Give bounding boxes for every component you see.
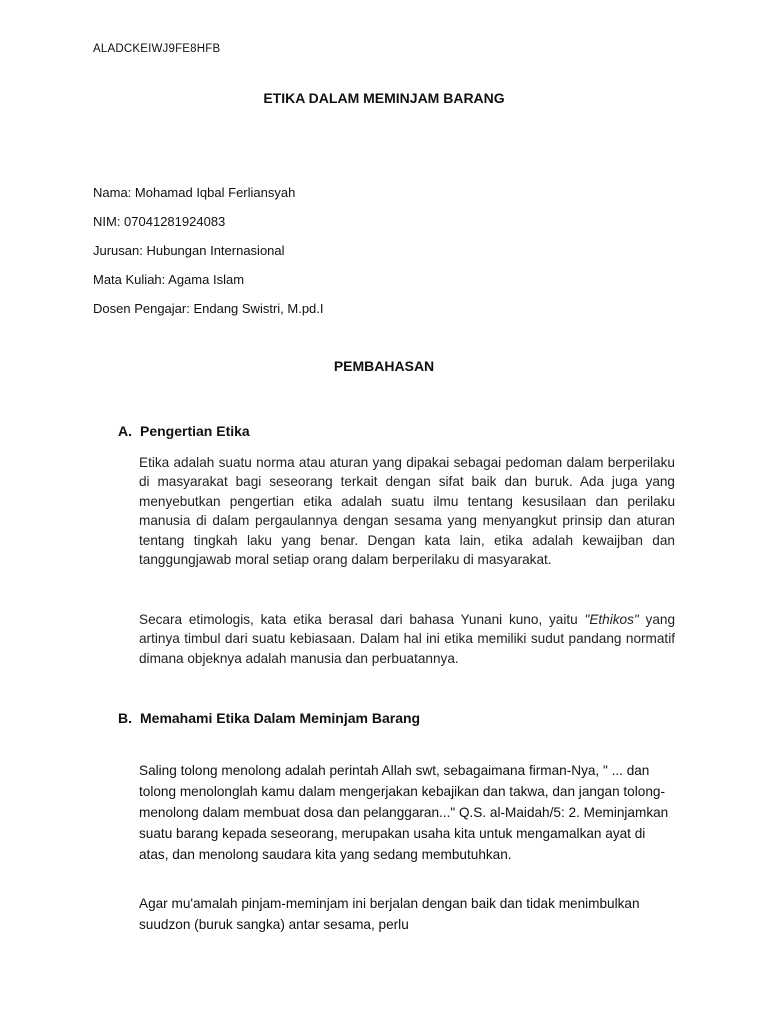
section-b-heading (118, 710, 420, 726)
section-b-paragraph-1: Saling tolong menolong adalah perintah Allah swt, sebagaimana firman-Nya, " ... dan tolong menolonglah kamu dalam mengerjakan kebajikan dan takwa, dan jangan tolong-menolong dalam membuat dosa dan pelanggaran..." Q.S. al-Maidah/5: 2. Meminjamkan suatu barang kepada seseorang, merupakan usaha kita untuk mengamalkan ayat di atas, dan menolong saudara kita yang sedang membutuhkan. (139, 763, 669, 862)
section-b-paragraph-2: Agar mu'amalah pinjam-meminjam ini berjalan dengan baik dan tidak menimbulkan suudzon (buruk sangka) antar sesama, perlu (139, 896, 640, 932)
meta-mata-kuliah: Mata Kuliah: Agama Islam (93, 272, 245, 287)
para-2-text-start: Secara etimologis, kata etika berasal dari bahasa Yunani kuno, yaitu (139, 612, 585, 627)
section-a-paragraph-1: Etika adalah suatu norma atau aturan yang dipakai sebagai pedoman dalam berperilaku di masyarakat bagi seseorang terkait dengan sifat baik dan buruk. Ada juga yang menyebutkan pengertian etika adalah suatu ilmu tentang kesusilaan dan perilaku manusia di dalam pergaulannya dengan sesama yang menyangkut prinsip dan aturan tentang tingkah laku yang benar. Dengan kata lain, etika adalah kewaijban dan tanggungjawab moral setiap orang dalam berperilaku di masyarakat. (139, 455, 675, 568)
meta-dosen: Dosen Pengajar: Endang Swistri, M.pd.I (93, 301, 324, 316)
ethikos-term: "Ethikos" (584, 612, 639, 627)
meta-jurusan: Jurusan: Hubungan Internasional (93, 243, 285, 258)
section-b-title: Memahami Etika Dalam Meminjam Barang (140, 710, 421, 726)
meta-nim: NIM: 07041281924083 (93, 214, 226, 229)
document-id: ALADCKEIWJ9FE8HFB (93, 43, 221, 55)
meta-nama: Nama: Mohamad Iqbal Ferliansyah (93, 185, 296, 200)
section-a-heading (118, 423, 250, 439)
section-a-paragraph-2 (139, 610, 675, 668)
section-title: PEMBAHASAN (333, 358, 435, 374)
para-2-text-end: yang artinya timbul dari suatu kebiasaan. Dalam hal ini etika memiliki sudut pandang normatif dimana objeknya adalah manusia dan perbuatannya. (139, 612, 676, 666)
section-a-title: Pengertian Etika (140, 423, 250, 439)
section-b-letter: B. (118, 710, 132, 726)
section-a-letter: A. (118, 423, 132, 439)
document-title: ETIKA DALAM MEMINJAM BARANG (263, 90, 505, 106)
